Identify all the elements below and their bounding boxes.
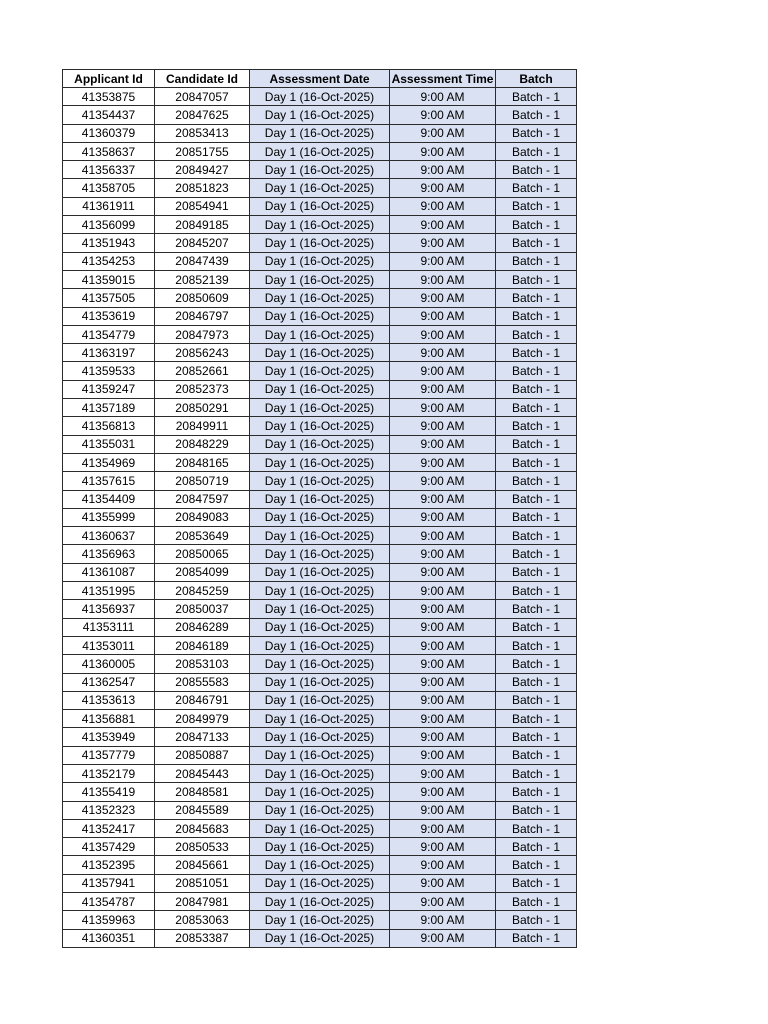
assessment-time-cell: 9:00 AM	[390, 142, 496, 160]
assessment-time-cell: 9:00 AM	[390, 673, 496, 691]
batch-cell: Batch - 1	[496, 472, 577, 490]
candidate-id-cell: 20845443	[155, 764, 250, 782]
assessment-date-cell: Day 1 (16-Oct-2025)	[250, 106, 390, 124]
batch-cell: Batch - 1	[496, 691, 577, 709]
batch-cell: Batch - 1	[496, 362, 577, 380]
assessment-date-cell: Day 1 (16-Oct-2025)	[250, 453, 390, 471]
assessment-time-cell: 9:00 AM	[390, 490, 496, 508]
assessment-date-cell: Day 1 (16-Oct-2025)	[250, 582, 390, 600]
assessment-time-cell: 9:00 AM	[390, 307, 496, 325]
applicant-id-cell: 41354969	[63, 453, 155, 471]
applicant-id-cell: 41360637	[63, 527, 155, 545]
table-row	[63, 508, 577, 526]
candidate-id-cell: 20853103	[155, 655, 250, 673]
table-row	[63, 216, 577, 234]
table-row	[63, 636, 577, 654]
batch-cell: Batch - 1	[496, 417, 577, 435]
candidate-id-cell: 20852373	[155, 380, 250, 398]
header-batch: Batch	[496, 70, 577, 88]
assessment-time-cell: 9:00 AM	[390, 545, 496, 563]
assessment-date-cell: Day 1 (16-Oct-2025)	[250, 874, 390, 892]
assessment-time-cell: 9:00 AM	[390, 929, 496, 947]
assessment-date-cell: Day 1 (16-Oct-2025)	[250, 655, 390, 673]
candidate-id-cell: 20848581	[155, 783, 250, 801]
assessment-time-cell: 9:00 AM	[390, 911, 496, 929]
batch-cell: Batch - 1	[496, 307, 577, 325]
candidate-id-cell: 20849427	[155, 161, 250, 179]
applicant-id-cell: 41358705	[63, 179, 155, 197]
table-row	[63, 453, 577, 471]
candidate-id-cell: 20853649	[155, 527, 250, 545]
assessment-date-cell: Day 1 (16-Oct-2025)	[250, 216, 390, 234]
table-row	[63, 655, 577, 673]
applicant-id-cell: 41359963	[63, 911, 155, 929]
applicant-id-cell: 41351943	[63, 234, 155, 252]
batch-cell: Batch - 1	[496, 435, 577, 453]
table-row	[63, 563, 577, 581]
table-row	[63, 179, 577, 197]
batch-cell: Batch - 1	[496, 344, 577, 362]
table-row	[63, 582, 577, 600]
table-row	[63, 88, 577, 106]
candidate-id-cell: 20851755	[155, 142, 250, 160]
header-row	[63, 70, 577, 88]
assessment-date-cell: Day 1 (16-Oct-2025)	[250, 362, 390, 380]
assessment-time-cell: 9:00 AM	[390, 691, 496, 709]
batch-cell: Batch - 1	[496, 142, 577, 160]
assessment-time-cell: 9:00 AM	[390, 362, 496, 380]
table-row	[63, 600, 577, 618]
assessment-date-cell: Day 1 (16-Oct-2025)	[250, 710, 390, 728]
batch-cell: Batch - 1	[496, 399, 577, 417]
candidate-id-cell: 20850533	[155, 838, 250, 856]
assessment-time-cell: 9:00 AM	[390, 289, 496, 307]
assessment-time-cell: 9:00 AM	[390, 106, 496, 124]
table-row	[63, 764, 577, 782]
applicant-id-cell: 41354409	[63, 490, 155, 508]
batch-cell: Batch - 1	[496, 106, 577, 124]
table-row	[63, 289, 577, 307]
candidate-id-cell: 20854099	[155, 563, 250, 581]
header-candidate-id: Candidate Id	[155, 70, 250, 88]
assessment-time-cell: 9:00 AM	[390, 710, 496, 728]
assessment-date-cell: Day 1 (16-Oct-2025)	[250, 435, 390, 453]
table-header	[63, 70, 577, 88]
table-row	[63, 819, 577, 837]
applicant-id-cell: 41353619	[63, 307, 155, 325]
assessment-date-cell: Day 1 (16-Oct-2025)	[250, 856, 390, 874]
assessment-date-cell: Day 1 (16-Oct-2025)	[250, 929, 390, 947]
batch-cell: Batch - 1	[496, 801, 577, 819]
table-row	[63, 783, 577, 801]
table-row	[63, 838, 577, 856]
assessment-date-cell: Day 1 (16-Oct-2025)	[250, 197, 390, 215]
table-row	[63, 344, 577, 362]
candidate-id-cell: 20850719	[155, 472, 250, 490]
applicant-id-cell: 41352323	[63, 801, 155, 819]
candidate-id-cell: 20848165	[155, 453, 250, 471]
assessment-time-cell: 9:00 AM	[390, 417, 496, 435]
batch-cell: Batch - 1	[496, 490, 577, 508]
assessment-time-cell: 9:00 AM	[390, 893, 496, 911]
candidate-id-cell: 20850037	[155, 600, 250, 618]
table-row	[63, 856, 577, 874]
batch-cell: Batch - 1	[496, 88, 577, 106]
candidate-id-cell: 20847597	[155, 490, 250, 508]
batch-cell: Batch - 1	[496, 764, 577, 782]
assessment-time-cell: 9:00 AM	[390, 472, 496, 490]
table-row	[63, 399, 577, 417]
assessment-time-cell: 9:00 AM	[390, 325, 496, 343]
candidate-id-cell: 20852661	[155, 362, 250, 380]
table-row	[63, 545, 577, 563]
applicant-id-cell: 41352179	[63, 764, 155, 782]
table-row	[63, 142, 577, 160]
assessment-date-cell: Day 1 (16-Oct-2025)	[250, 618, 390, 636]
assessment-time-cell: 9:00 AM	[390, 179, 496, 197]
batch-cell: Batch - 1	[496, 710, 577, 728]
batch-cell: Batch - 1	[496, 911, 577, 929]
assessment-time-cell: 9:00 AM	[390, 344, 496, 362]
candidate-id-cell: 20845259	[155, 582, 250, 600]
batch-cell: Batch - 1	[496, 819, 577, 837]
assessment-time-cell: 9:00 AM	[390, 508, 496, 526]
assessment-time-cell: 9:00 AM	[390, 234, 496, 252]
batch-cell: Batch - 1	[496, 636, 577, 654]
batch-cell: Batch - 1	[496, 179, 577, 197]
applicant-id-cell: 41354779	[63, 325, 155, 343]
assessment-date-cell: Day 1 (16-Oct-2025)	[250, 563, 390, 581]
batch-cell: Batch - 1	[496, 124, 577, 142]
assessment-time-cell: 9:00 AM	[390, 618, 496, 636]
table-row	[63, 746, 577, 764]
assessment-date-cell: Day 1 (16-Oct-2025)	[250, 838, 390, 856]
applicant-id-cell: 41359015	[63, 270, 155, 288]
assessment-date-cell: Day 1 (16-Oct-2025)	[250, 234, 390, 252]
applicant-id-cell: 41357779	[63, 746, 155, 764]
candidate-id-cell: 20856243	[155, 344, 250, 362]
batch-cell: Batch - 1	[496, 673, 577, 691]
assessment-time-cell: 9:00 AM	[390, 874, 496, 892]
applicant-id-cell: 41352395	[63, 856, 155, 874]
batch-cell: Batch - 1	[496, 600, 577, 618]
table-row	[63, 801, 577, 819]
assessment-date-cell: Day 1 (16-Oct-2025)	[250, 270, 390, 288]
assessment-date-cell: Day 1 (16-Oct-2025)	[250, 764, 390, 782]
candidate-id-cell: 20847439	[155, 252, 250, 270]
candidate-id-cell: 20853063	[155, 911, 250, 929]
assessment-date-cell: Day 1 (16-Oct-2025)	[250, 161, 390, 179]
applicant-id-cell: 41357505	[63, 289, 155, 307]
assessment-time-cell: 9:00 AM	[390, 856, 496, 874]
assessment-date-cell: Day 1 (16-Oct-2025)	[250, 344, 390, 362]
batch-cell: Batch - 1	[496, 453, 577, 471]
batch-cell: Batch - 1	[496, 216, 577, 234]
table-row	[63, 618, 577, 636]
candidate-id-cell: 20850291	[155, 399, 250, 417]
applicant-id-cell: 41356937	[63, 600, 155, 618]
assessment-time-cell: 9:00 AM	[390, 399, 496, 417]
candidate-id-cell: 20845661	[155, 856, 250, 874]
table-row	[63, 161, 577, 179]
batch-cell: Batch - 1	[496, 380, 577, 398]
assessment-time-cell: 9:00 AM	[390, 161, 496, 179]
batch-cell: Batch - 1	[496, 563, 577, 581]
candidate-id-cell: 20847625	[155, 106, 250, 124]
candidate-id-cell: 20851051	[155, 874, 250, 892]
assessment-date-cell: Day 1 (16-Oct-2025)	[250, 307, 390, 325]
batch-cell: Batch - 1	[496, 893, 577, 911]
candidate-id-cell: 20846791	[155, 691, 250, 709]
header-applicant-id: Applicant Id	[63, 70, 155, 88]
table-row	[63, 270, 577, 288]
table-row	[63, 124, 577, 142]
applicant-id-cell: 41360005	[63, 655, 155, 673]
assessment-date-cell: Day 1 (16-Oct-2025)	[250, 380, 390, 398]
candidate-id-cell: 20847057	[155, 88, 250, 106]
assessment-date-cell: Day 1 (16-Oct-2025)	[250, 252, 390, 270]
batch-cell: Batch - 1	[496, 161, 577, 179]
table-row	[63, 893, 577, 911]
batch-cell: Batch - 1	[496, 746, 577, 764]
assessment-date-cell: Day 1 (16-Oct-2025)	[250, 508, 390, 526]
assessment-time-cell: 9:00 AM	[390, 746, 496, 764]
batch-cell: Batch - 1	[496, 527, 577, 545]
candidate-id-cell: 20850065	[155, 545, 250, 563]
applicant-id-cell: 41355031	[63, 435, 155, 453]
applicant-id-cell: 41363197	[63, 344, 155, 362]
assessment-time-cell: 9:00 AM	[390, 453, 496, 471]
applicant-id-cell: 41353111	[63, 618, 155, 636]
applicant-id-cell: 41359533	[63, 362, 155, 380]
assessment-date-cell: Day 1 (16-Oct-2025)	[250, 179, 390, 197]
candidate-id-cell: 20848229	[155, 435, 250, 453]
table-row	[63, 728, 577, 746]
batch-cell: Batch - 1	[496, 783, 577, 801]
candidate-id-cell: 20846189	[155, 636, 250, 654]
assessment-time-cell: 9:00 AM	[390, 563, 496, 581]
table-row	[63, 252, 577, 270]
table-row	[63, 197, 577, 215]
candidate-id-cell: 20853387	[155, 929, 250, 947]
applicant-id-cell: 41354253	[63, 252, 155, 270]
assessment-date-cell: Day 1 (16-Oct-2025)	[250, 893, 390, 911]
applicant-id-cell: 41356881	[63, 710, 155, 728]
applicant-id-cell: 41356099	[63, 216, 155, 234]
candidate-id-cell: 20855583	[155, 673, 250, 691]
table-row	[63, 362, 577, 380]
assessment-date-cell: Day 1 (16-Oct-2025)	[250, 636, 390, 654]
table-row	[63, 691, 577, 709]
applicant-id-cell: 41359247	[63, 380, 155, 398]
assessment-time-cell: 9:00 AM	[390, 783, 496, 801]
applicant-id-cell: 41357429	[63, 838, 155, 856]
assessment-date-cell: Day 1 (16-Oct-2025)	[250, 801, 390, 819]
table-row	[63, 929, 577, 947]
batch-cell: Batch - 1	[496, 252, 577, 270]
batch-cell: Batch - 1	[496, 234, 577, 252]
candidate-id-cell: 20853413	[155, 124, 250, 142]
assessment-time-cell: 9:00 AM	[390, 197, 496, 215]
candidate-id-cell: 20845589	[155, 801, 250, 819]
assessment-date-cell: Day 1 (16-Oct-2025)	[250, 325, 390, 343]
assessment-date-cell: Day 1 (16-Oct-2025)	[250, 600, 390, 618]
candidate-id-cell: 20849083	[155, 508, 250, 526]
candidate-id-cell: 20849185	[155, 216, 250, 234]
table-row	[63, 874, 577, 892]
applicant-id-cell: 41360351	[63, 929, 155, 947]
assessment-time-cell: 9:00 AM	[390, 764, 496, 782]
assessment-date-cell: Day 1 (16-Oct-2025)	[250, 673, 390, 691]
candidate-id-cell: 20850887	[155, 746, 250, 764]
applicant-id-cell: 41353011	[63, 636, 155, 654]
batch-cell: Batch - 1	[496, 618, 577, 636]
candidate-id-cell: 20847973	[155, 325, 250, 343]
header-assessment-time: Assessment Time	[390, 70, 496, 88]
assessment-date-cell: Day 1 (16-Oct-2025)	[250, 490, 390, 508]
applicant-id-cell: 41361911	[63, 197, 155, 215]
assessment-date-cell: Day 1 (16-Oct-2025)	[250, 142, 390, 160]
table-row	[63, 673, 577, 691]
batch-cell: Batch - 1	[496, 270, 577, 288]
applicant-id-cell: 41356337	[63, 161, 155, 179]
table-row	[63, 417, 577, 435]
assessment-date-cell: Day 1 (16-Oct-2025)	[250, 527, 390, 545]
assessment-time-cell: 9:00 AM	[390, 88, 496, 106]
applicant-id-cell: 41353949	[63, 728, 155, 746]
assessment-date-cell: Day 1 (16-Oct-2025)	[250, 124, 390, 142]
assessment-time-cell: 9:00 AM	[390, 819, 496, 837]
candidate-id-cell: 20847981	[155, 893, 250, 911]
assessment-date-cell: Day 1 (16-Oct-2025)	[250, 399, 390, 417]
assessment-time-cell: 9:00 AM	[390, 380, 496, 398]
batch-cell: Batch - 1	[496, 508, 577, 526]
table-row	[63, 435, 577, 453]
assessment-date-cell: Day 1 (16-Oct-2025)	[250, 417, 390, 435]
applicant-id-cell: 41362547	[63, 673, 155, 691]
assessment-time-cell: 9:00 AM	[390, 270, 496, 288]
applicant-id-cell: 41361087	[63, 563, 155, 581]
applicant-id-cell: 41356813	[63, 417, 155, 435]
batch-cell: Batch - 1	[496, 197, 577, 215]
applicant-id-cell: 41356963	[63, 545, 155, 563]
table-row	[63, 710, 577, 728]
applicant-id-cell: 41354787	[63, 893, 155, 911]
batch-cell: Batch - 1	[496, 838, 577, 856]
assessment-time-cell: 9:00 AM	[390, 435, 496, 453]
applicant-id-cell: 41353875	[63, 88, 155, 106]
assessment-time-cell: 9:00 AM	[390, 600, 496, 618]
assessment-time-cell: 9:00 AM	[390, 655, 496, 673]
batch-cell: Batch - 1	[496, 874, 577, 892]
applicant-id-cell: 41355999	[63, 508, 155, 526]
assessment-date-cell: Day 1 (16-Oct-2025)	[250, 472, 390, 490]
assessment-date-cell: Day 1 (16-Oct-2025)	[250, 88, 390, 106]
batch-cell: Batch - 1	[496, 655, 577, 673]
assessment-time-cell: 9:00 AM	[390, 252, 496, 270]
assessment-time-cell: 9:00 AM	[390, 582, 496, 600]
table-row	[63, 234, 577, 252]
candidate-id-cell: 20845683	[155, 819, 250, 837]
assessment-time-cell: 9:00 AM	[390, 801, 496, 819]
table-row	[63, 527, 577, 545]
batch-cell: Batch - 1	[496, 856, 577, 874]
assessment-date-cell: Day 1 (16-Oct-2025)	[250, 783, 390, 801]
applicant-id-cell: 41358637	[63, 142, 155, 160]
table-body	[63, 88, 577, 948]
assessment-date-cell: Day 1 (16-Oct-2025)	[250, 911, 390, 929]
applicant-id-cell: 41352417	[63, 819, 155, 837]
assessment-date-cell: Day 1 (16-Oct-2025)	[250, 819, 390, 837]
table-row	[63, 106, 577, 124]
applicant-id-cell: 41355419	[63, 783, 155, 801]
candidate-id-cell: 20854941	[155, 197, 250, 215]
candidate-id-cell: 20847133	[155, 728, 250, 746]
applicant-id-cell: 41360379	[63, 124, 155, 142]
table-row	[63, 307, 577, 325]
candidate-id-cell: 20849911	[155, 417, 250, 435]
applicant-id-cell: 41357941	[63, 874, 155, 892]
candidate-id-cell: 20846797	[155, 307, 250, 325]
assessment-date-cell: Day 1 (16-Oct-2025)	[250, 545, 390, 563]
header-assessment-date: Assessment Date	[250, 70, 390, 88]
candidate-id-cell: 20846289	[155, 618, 250, 636]
candidate-id-cell: 20845207	[155, 234, 250, 252]
assessment-time-cell: 9:00 AM	[390, 838, 496, 856]
batch-cell: Batch - 1	[496, 289, 577, 307]
candidate-id-cell: 20849979	[155, 710, 250, 728]
applicant-id-cell: 41357189	[63, 399, 155, 417]
assessment-date-cell: Day 1 (16-Oct-2025)	[250, 746, 390, 764]
assessment-time-cell: 9:00 AM	[390, 636, 496, 654]
batch-cell: Batch - 1	[496, 929, 577, 947]
applicant-id-cell: 41354437	[63, 106, 155, 124]
assessment-time-cell: 9:00 AM	[390, 216, 496, 234]
table-row	[63, 325, 577, 343]
table-row	[63, 911, 577, 929]
candidate-id-cell: 20850609	[155, 289, 250, 307]
applicant-id-cell: 41357615	[63, 472, 155, 490]
table-row	[63, 380, 577, 398]
table-row	[63, 472, 577, 490]
assessment-time-cell: 9:00 AM	[390, 728, 496, 746]
assessment-time-cell: 9:00 AM	[390, 527, 496, 545]
table-row	[63, 490, 577, 508]
applicant-id-cell: 41351995	[63, 582, 155, 600]
batch-cell: Batch - 1	[496, 545, 577, 563]
batch-cell: Batch - 1	[496, 325, 577, 343]
applicant-id-cell: 41353613	[63, 691, 155, 709]
assessment-time-cell: 9:00 AM	[390, 124, 496, 142]
candidate-id-cell: 20851823	[155, 179, 250, 197]
assessment-date-cell: Day 1 (16-Oct-2025)	[250, 289, 390, 307]
assessment-date-cell: Day 1 (16-Oct-2025)	[250, 691, 390, 709]
batch-cell: Batch - 1	[496, 728, 577, 746]
assessment-date-cell: Day 1 (16-Oct-2025)	[250, 728, 390, 746]
batch-cell: Batch - 1	[496, 582, 577, 600]
assessment-schedule-table	[62, 69, 577, 948]
candidate-id-cell: 20852139	[155, 270, 250, 288]
